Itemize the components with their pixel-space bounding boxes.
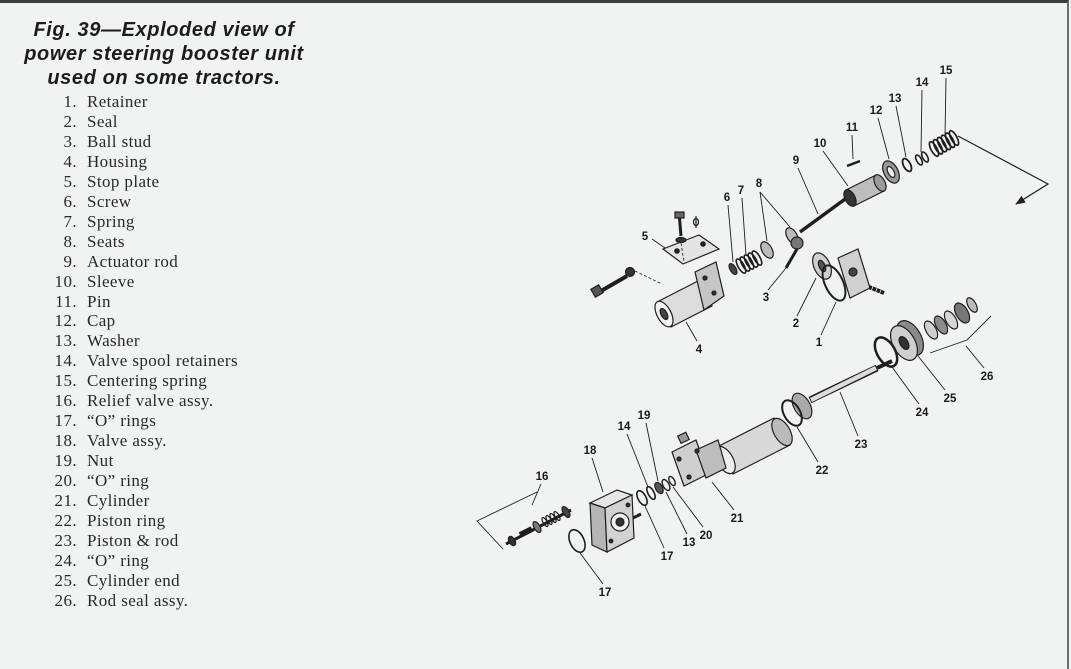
part-washer [901,157,914,173]
relief-valve-body [520,529,532,535]
stop-plate-body [663,235,719,264]
leader-line [798,168,818,214]
part-number: 3. [63,131,77,151]
callout-label: 3 [762,292,770,304]
leader-line [646,423,658,481]
part-number: 6. [63,191,77,211]
callout-label: 23 [854,439,868,451]
part-spring [734,250,763,275]
leader-line [592,458,603,492]
callout-label: 15 [939,65,953,77]
part-valve-assy [590,490,641,552]
valve-port [626,503,630,507]
leader-line [728,205,733,262]
part-name: Seal [87,111,118,131]
part-name: Pin [87,291,111,311]
leader-line [532,484,541,505]
part-number: 10. [54,271,77,291]
callout-label: 7 [737,185,745,197]
pin-body [847,161,860,166]
bolt-head [591,285,603,297]
caption-line: power steering booster unit [24,43,304,65]
part-number: 9. [63,251,77,271]
part-number: 19. [54,451,77,471]
part-number: 5. [63,171,77,191]
callout-label: 26 [980,371,994,383]
leader-line [742,198,746,255]
leader-line [797,278,816,316]
callout-label: 11 [845,122,859,134]
part-name: Piston ring [87,511,166,531]
flange-hole [703,276,707,280]
part-name: “O” rings [87,411,157,431]
part-name: Cap [87,311,116,331]
leader-line [892,367,919,404]
o-ring [566,527,589,555]
leader-line [645,506,664,548]
callout-label: 1 [815,337,823,349]
part-cylinder [672,415,796,486]
part-name: Centering spring [87,371,208,391]
plate-bolt-washer [676,238,686,243]
leader-line [918,356,945,390]
part-number: 24. [54,550,77,570]
callout-label: 10 [813,138,827,150]
leader-line [878,118,889,159]
lower-assembly [477,296,991,584]
leader-line [627,434,648,487]
part-number: 12. [54,311,77,331]
flange-hole [695,449,699,453]
valve-stub [633,514,641,518]
part-number: 25. [54,570,77,590]
part-pin [847,161,860,166]
callout-label: 19 [637,410,651,422]
valve-block-side [590,503,607,552]
part-name: Housing [87,151,148,171]
leader-line [821,302,836,335]
part-cylinder-end [885,316,929,365]
callout-label: 16 [535,471,549,483]
callout-label: 12 [869,105,883,117]
end-fitting-hole [849,268,857,276]
leader-line [921,90,922,152]
part-number: 1. [63,92,77,111]
leader-line [666,492,687,534]
relief-valve-cap [507,535,517,547]
part-relief-valve-assy [477,492,572,549]
caption-line: Fig. 39—Exploded view of [33,19,295,41]
part-number: 22. [54,511,77,531]
leader-line [966,346,984,368]
callout-label: 17 [660,551,674,563]
plate-hole [701,242,705,246]
piston-rod-shaft [811,368,876,400]
part-name: Relief valve assy. [87,391,214,411]
plate-hole [675,249,679,253]
part-number: 16. [54,391,77,411]
callout-label: 21 [730,513,744,525]
callout-label: 18 [583,445,597,457]
callout-label: 5 [641,231,649,243]
leader-line [896,106,906,157]
flange-hole [677,457,681,461]
callout-label: 2 [792,318,800,330]
leader-line [673,487,703,527]
leader-line [945,78,946,136]
bolt-washer [626,268,635,277]
part-name: Spring [87,211,135,231]
actuator-rod-shaft [800,194,852,232]
flange-hole [712,291,716,295]
leader-line [580,553,603,584]
valve-port [609,539,613,543]
part-name: Retainer [87,92,148,111]
part-ball-stud [786,237,803,268]
callout-label: 8 [755,178,763,190]
ball-stud-ball [791,237,803,249]
upper-assembly [591,78,1048,341]
valve-bore-inner [616,518,624,526]
flange-hole [687,475,691,479]
part-housing [651,262,724,330]
part-rod-seal-assy [922,296,991,353]
part-name: “O” ring [87,550,150,570]
part-number: 21. [54,491,77,511]
part-number: 23. [54,530,77,550]
part-name: Piston & rod [87,530,179,550]
leader-line [712,482,734,510]
part-actuator-rod [800,194,852,232]
part-number: 18. [54,431,77,451]
part-number: 15. [54,371,77,391]
center-line [635,271,662,284]
part-stop-plate [663,212,719,264]
part-name: Stop plate [87,171,160,191]
plate-bolt-head [675,212,684,218]
leader-line [823,151,848,186]
part-number: 17. [54,411,77,431]
callout-label: 20 [699,530,713,542]
part-number: 2. [63,111,77,131]
part-number: 8. [63,231,77,251]
part-number: 7. [63,211,77,231]
leader-line [768,268,786,290]
callout-label: 13 [682,537,696,549]
part-name: Cylinder end [87,570,181,590]
cylinder-head-port [678,432,690,443]
group-bracket [477,492,537,549]
part-centering-spring [928,130,961,158]
callout-label: 14 [915,77,929,89]
part-number: 20. [54,471,77,491]
part-name: Rod seal assy. [87,590,189,610]
leader-line [797,427,818,462]
plate-bolt-shank [680,218,682,236]
ball-stud-stem [786,249,797,268]
callout-label: 25 [943,393,957,405]
mounting-bolt [591,268,662,298]
callout-label: 9 [792,155,800,167]
part-number: 14. [54,351,77,371]
part-sleeve [841,173,888,209]
callout-label: 6 [723,192,731,204]
part-piston-and-rod [788,361,892,422]
part-o-ring-17-lower [566,527,589,555]
part-number: 13. [54,331,77,351]
leader-line [652,239,665,248]
part-name: Washer [87,331,140,351]
part-name: Screw [87,191,132,211]
part-valve-spool-retainers [914,151,930,166]
part-name: Ball stud [87,131,152,151]
callout-label: 22 [815,465,829,477]
part-name: Cylinder [87,491,150,511]
leader-line [840,392,858,436]
callout-label: 4 [695,344,703,356]
callout-label: 24 [915,407,929,419]
leader-line [852,135,853,159]
part-number: 4. [63,151,77,171]
callout-label: 13 [888,93,902,105]
assembly-arrow [958,136,1048,204]
caption-line: used on some tractors. [47,67,281,89]
small-rings-stack [635,475,677,507]
part-name: Sleeve [87,271,135,291]
washer-ring [901,157,914,173]
part-name: Valve assy. [87,431,167,451]
part-name: Valve spool retainers [87,351,238,371]
part-name: Nut [87,451,114,471]
part-name: “O” ring [87,471,150,491]
leader-line [686,322,697,341]
relief-valve-plug [560,505,571,518]
part-number: 11. [55,291,77,311]
callout-label: 17 [598,587,612,599]
part-name: Seats [87,231,125,251]
part-number: 26. [54,590,77,610]
bolt-shank [601,276,627,291]
callout-label: 14 [617,421,631,433]
part-name: Actuator rod [87,251,179,271]
